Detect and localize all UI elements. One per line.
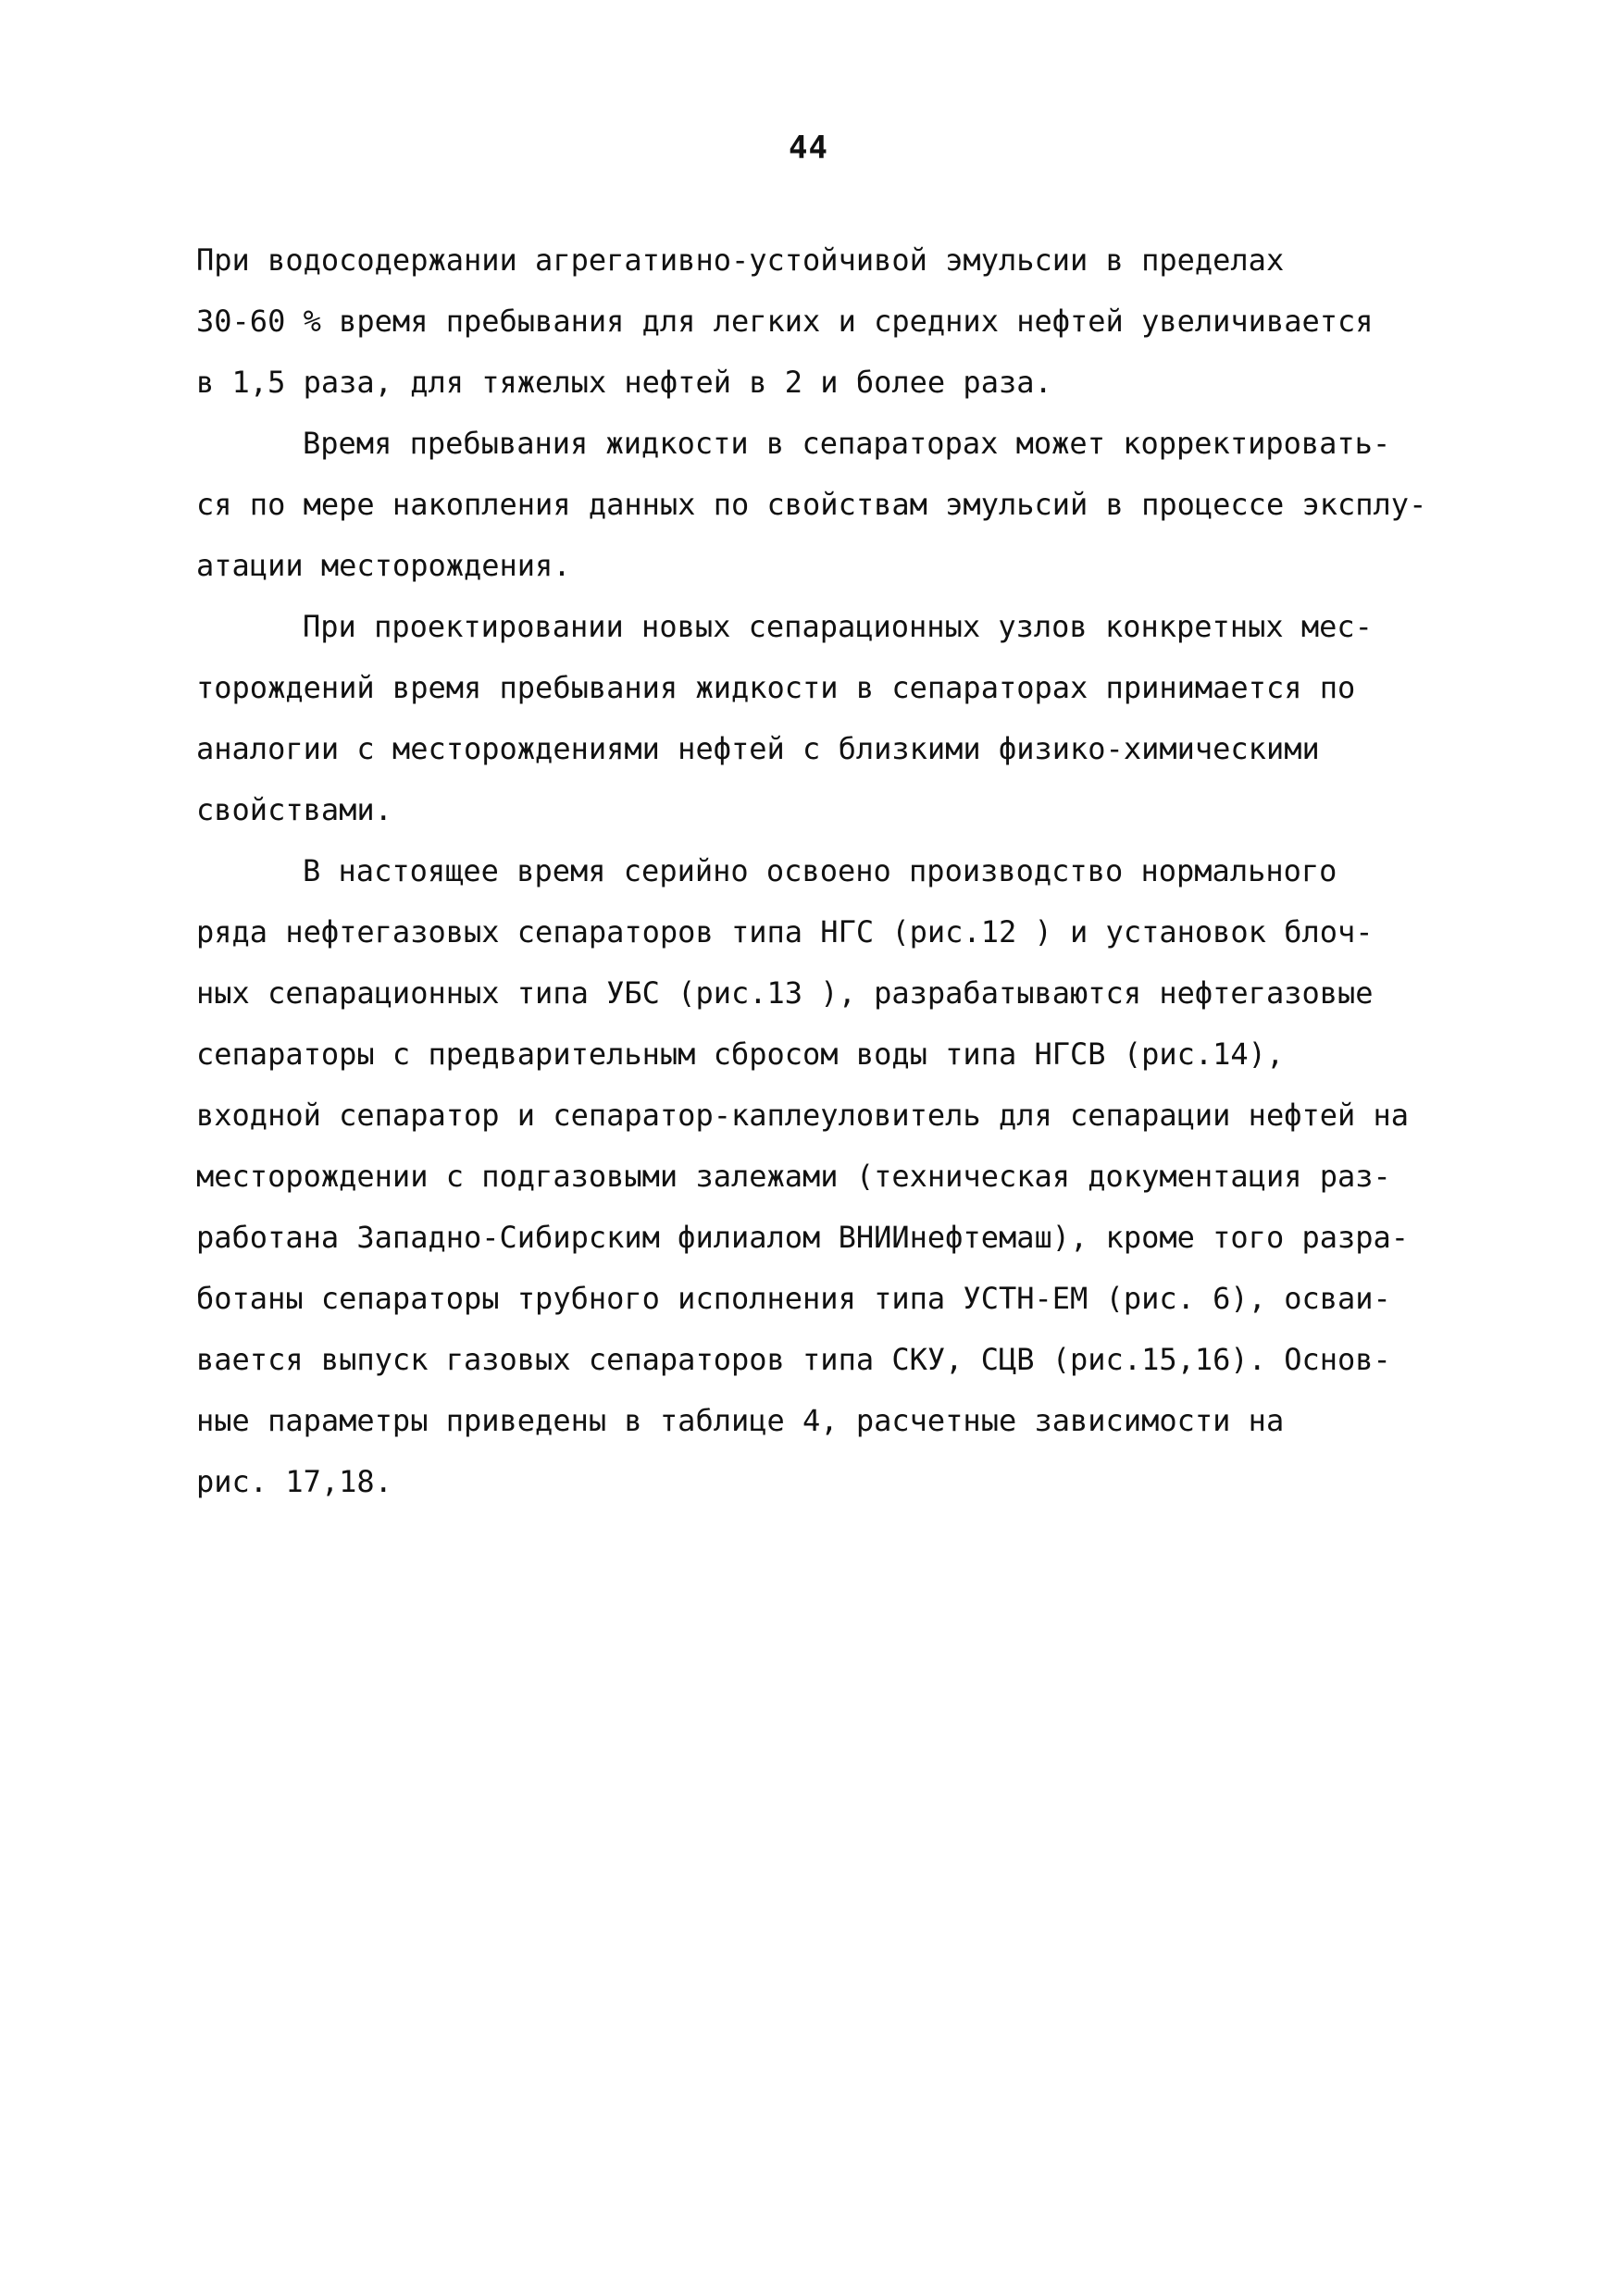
text-line: 30-60 % время пребывания для легких и средних нефтей увеличивается (196, 304, 1374, 339)
text-line: входной сепаратор и сепаратор-каплеуловитель для сепарации нефтей на (196, 1098, 1410, 1133)
body-text (196, 230, 1455, 1512)
text-line: вается выпуск газовых сепараторов типа СКУ, СЦВ (рис.15,16). Основ- (196, 1342, 1391, 1377)
page-number: 44 (789, 130, 828, 167)
text-line: сепараторы с предварительным сбросом воды типа НГСВ (рис.14), (196, 1036, 1285, 1072)
text-line: в 1,5 раза, для тяжелых нефтей в 2 и более раза. (196, 365, 1052, 400)
text-line: ся по мере накопления данных по свойствам эмульсий в процессе эксплу- (196, 487, 1427, 522)
text-line: При водосодержании агрегативно-устойчивой эмульсии в пределах (196, 242, 1285, 278)
text-line: месторождении с подгазовыми залежами (техническая документация раз- (196, 1159, 1391, 1194)
text-line: атации месторождения. (196, 548, 571, 583)
text-line: ные параметры приведены в таблице 4, расчетные зависимости на (196, 1403, 1285, 1438)
text-line: работана Западно-Сибирским филиалом ВНИИнефтемаш), кроме того разра- (196, 1220, 1410, 1255)
text-line: аналогии с месторождениями нефтей с близкими физико-химическими (196, 731, 1320, 766)
text-line: ных сепарационных типа УБС (рис.13 ), разрабатываются нефтегазовые (196, 975, 1374, 1011)
text-line: рис. 17,18. (196, 1464, 392, 1499)
text-line: При проектировании новых сепарационных узлов конкретных мес- (303, 609, 1373, 644)
text-line: торождений время пребывания жидкости в сепараторах принимается по (196, 670, 1356, 705)
text-line: ряда нефтегазовых сепараторов типа НГС (рис.12 ) и установок блоч- (196, 914, 1374, 949)
text-line: свойствами. (196, 792, 392, 827)
text-line: В настоящее время серийно освоено производство нормального (303, 853, 1337, 888)
text-line: Время пребывания жидкости в сепараторах может корректировать- (303, 426, 1391, 461)
text-line: ботаны сепараторы трубного исполнения типа УСТН-ЕМ (рис. 6), осваи- (196, 1281, 1391, 1316)
